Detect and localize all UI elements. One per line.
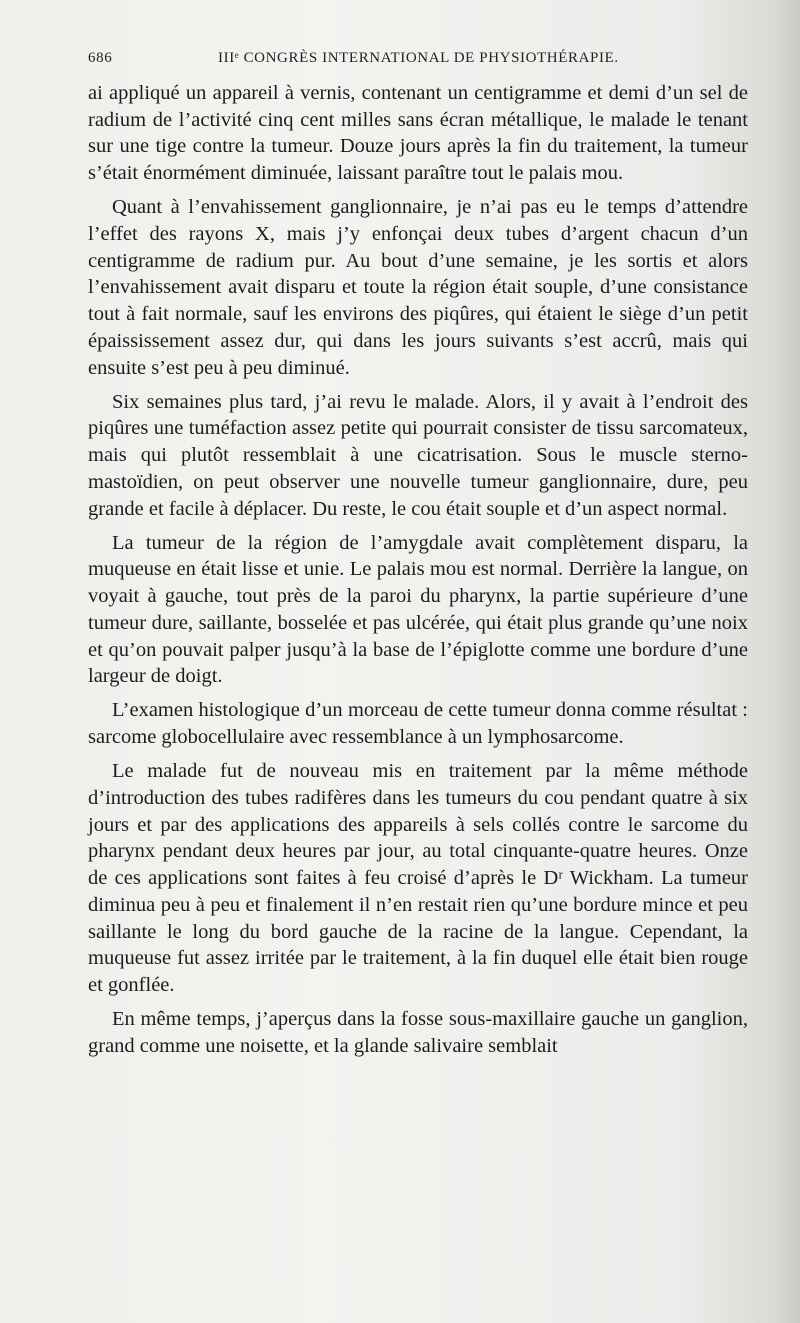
paragraph-5: L’examen histologique d’un morceau de cette tumeur donna comme résultat : sarcome globocellulaire avec ressemblance à un lymphosarcome. — [88, 699, 748, 749]
paragraph-6: Le malade fut de nouveau mis en traitement par la même méthode d’introduction des tubes radifères dans les tumeurs du cou pendant quatre à six jours et par des applications des appareils à sels collés contre le sarcome du pharynx pendant deux heures par jour, au total cinquante-quatre heures. Onze de ces applications sont faites à feu croisé d’après le Dʳ Wickham. La tumeur diminua peu à peu et finalement il n’en restait rien qu’une bordure mince et peu saillante le long du bord gauche de la racine de la langue. Cependant, la muqueuse fut assez irritée par le traitement, à la fin duquel elle était bien rouge et gonflée. — [88, 760, 748, 996]
paragraph-2: Quant à l’envahissement ganglionnaire, je n’ai pas eu le temps d’attendre l’effet des rayons X, mais j’y enfonçai deux tubes d’argent chacun d’un centigramme de radium pur. Au bout d’une semaine, je les sortis et alors l’envahissement avait disparu et toute la région était souple, d’une consistance tout à fait normale, sauf les environs des piqûres, qui étaient le siège d’un petit épaississement assez dur, qui dans les jours suivants s’est accrû, mais qui ensuite s’est peu à peu diminué. — [88, 196, 748, 379]
paragraph-3: Six semaines plus tard, j’ai revu le malade. Alors, il y avait à l’endroit des piqûres une tuméfaction assez petite qui pourrait consister de tissu sarcomateux, mais qui plutôt ressemblait à une cicatrisation. Sous le muscle sterno-mastoïdien, on peut observer une nouvelle tumeur ganglionnaire, dure, peu grande et facile à déplacer. Du reste, le cou était souple et d’un aspect normal. — [88, 390, 748, 520]
paragraph-1: ai appliqué un appareil à vernis, contenant un centigramme et demi d’un sel de radium de l’activité cinq cent milles sans écran métallique, le malade le tenant sur une tige contre la tumeur. Douze jours après la fin du traitement, la tumeur s’était énormément diminuée, laissant paraître tout le palais mou. — [88, 82, 748, 185]
page-number: 686 — [88, 50, 113, 66]
paragraph-7: En même temps, j’aperçus dans la fosse sous-maxillaire gauche un ganglion, grand comme une noisette, et la glande salivaire semblait — [88, 1008, 748, 1057]
paragraph-4: La tumeur de la région de l’amygdale avait complètement disparu, la muqueuse en était lisse et unie. Le palais mou est normal. Derrière la langue, on voyait à gauche, tout près de la paroi du pharynx, la partie supérieure d’une tumeur dure, saillante, bosselée et pas ulcérée, qui était plus grande qu’une noix et qu’on pouvait palper jusqu’à la base de l’épiglotte comme une bordure d’une largeur de doigt. — [88, 531, 748, 688]
running-header — [88, 50, 748, 76]
running-title: IIIᵉ CONGRÈS INTERNATIONAL DE PHYSIOTHÉRAPIE. — [218, 50, 619, 66]
body-text — [88, 80, 748, 1060]
